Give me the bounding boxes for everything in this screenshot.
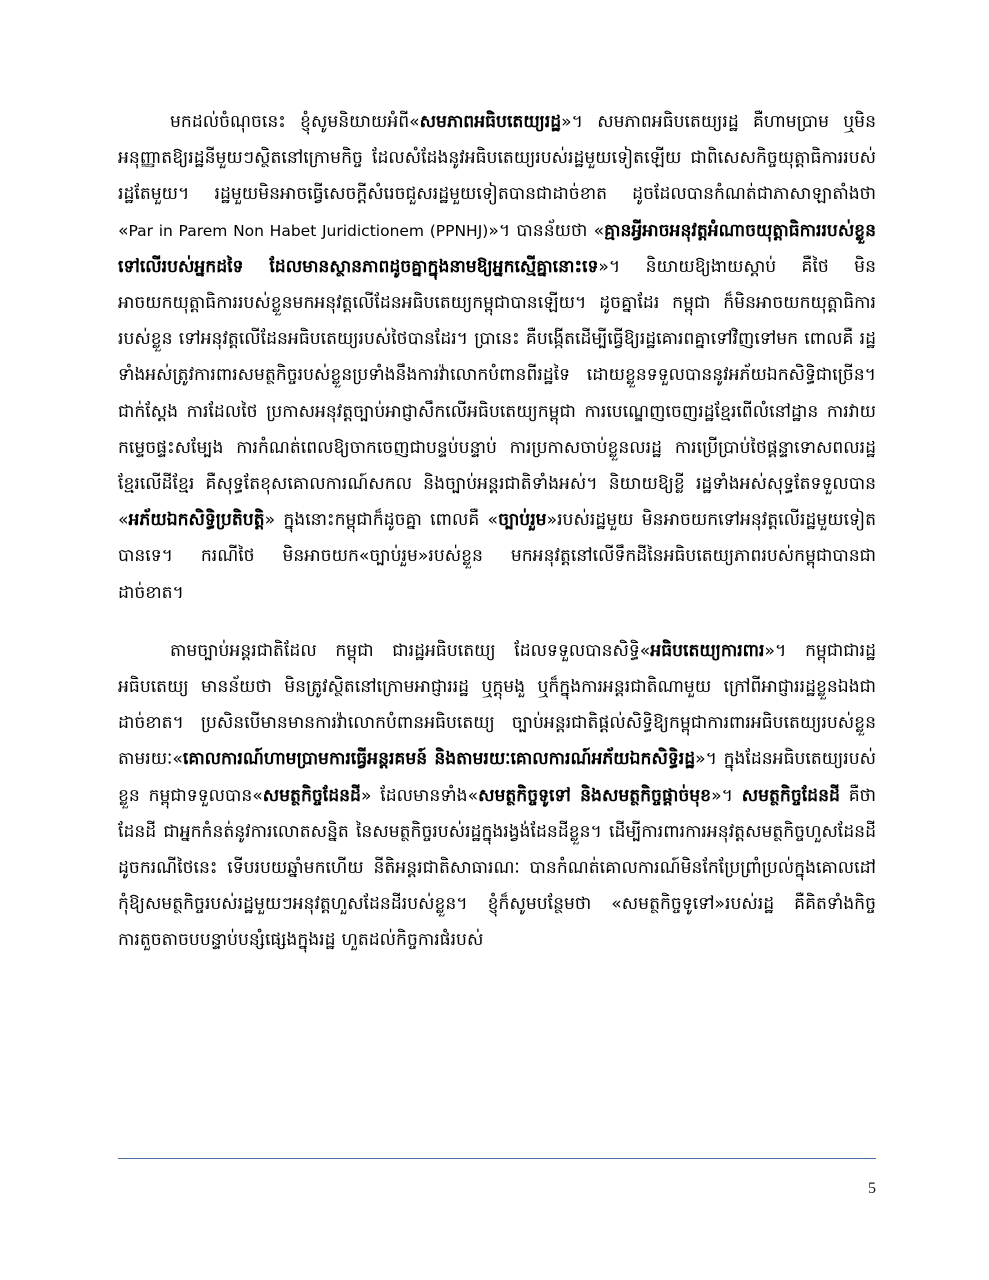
emphasized-text-run: សមភាពអធិបតេយ្យរដ្ឋ	[419, 112, 562, 132]
text-run: » ក្នុងនោះកម្ពុជាក៏ដូចគ្នា ពោលគឺ «	[264, 510, 499, 531]
footer-divider	[118, 1158, 876, 1159]
text-run: តាមច្បាប់អន្តរជាតិដែល កម្ពុជា ជារដ្ឋអធិបតេយ្យ ដែលទទួលបានសិទ្ធិ«	[170, 640, 651, 661]
text-run: »។ ក្នុងដែនអធិបតេយ្យរបស់ខ្លួន កម្ពុជាទទួលបាន«	[118, 749, 876, 806]
page-number: 5	[868, 1180, 876, 1197]
emphasized-text-run: សមត្ថកិច្ចដែនដី	[741, 785, 840, 806]
text-run: មកដល់ចំណុចនេះ ខ្ញុំសូមនិយាយអំពី«	[170, 112, 420, 132]
emphasized-text-run: អធិបតេយ្យការពារ	[650, 640, 765, 661]
text-run: »។ សមភាពអធិបតេយ្យរដ្ឋ គឺហាមប្រាម ឬមិនអនុញ្ញាតឱ្យរដ្ឋនីមួយៗស្ថិតនៅក្រោមកិច្ច ដែលសំដែងនូវអធិបតេយ្យរបស់រដ្ឋមួយទៀតឡើយ ជាពិសេសកិច្ចយុត្តាធិការរបស់រដ្ឋតែមួយ។ រដ្ឋមួយមិនអាចធ្វើសេចក្តីសំរេចជួសរដ្ឋមួយទៀតបានជាដាច់ខាត ដូចដែលបានកំណត់ជាភាសាឡាតាំងថា «	[118, 112, 876, 241]
text-run: Par in Parem Non Habet Juridictionem (PPNHJ)	[128, 221, 489, 240]
text-run: »។ បានន័យថា «	[488, 220, 605, 241]
emphasized-text-run: គោលការណ៍ហាមប្រាមការធ្វើអន្តរគមន៍ និងតាមរយៈគោលការណ៍អភ័យឯកសិទ្ធិរដ្ឋ	[182, 749, 696, 770]
emphasized-text-run: អភ័យឯកសិទ្ធិប្រតិបត្តិ	[128, 510, 265, 531]
text-run: »របស់រដ្ឋមួយ មិនអាចយកទៅអនុវត្តលើរដ្ឋមួយទៀតបានទេ។ ករណីថៃ មិនអាចយក«ច្បាប់រួម»របស់ខ្លួន មកអនុវត្តនៅលើទឹកដីនៃអធិបតេយ្យភាពរបស់កម្ពុជាបានជាដាច់ខាត។	[118, 510, 876, 603]
text-run: » ដែលមានទាំង«	[360, 785, 479, 806]
paragraph-2	[118, 633, 876, 959]
text-run: »។ កម្ពុជាជារដ្ឋអធិបតេយ្យ មានន័យថា មិនត្រូវស្ថិតនៅក្រោមអាជ្ញាររដ្ឋ ឬក្តុមងួ ឬក៏ក្នុងការអន្តរជាតិណាមួយ ក្រៅពីអាជ្ញាររដ្ឋខ្លួនឯងជាដាច់ខាត។ ប្រសិនបើមានមានការវ៉ាលោកបំពានអធិបតេយ្យ ច្បាប់អន្តរជាតិផ្តល់សិទ្ធិឱ្យកម្ពុជាការពារអធិបតេយ្យរបស់ខ្លួន តាមរយៈ«	[118, 640, 876, 770]
text-run: »។	[711, 785, 742, 806]
emphasized-text-run: គ្មានអ្វីអាចអនុវត្តអំណាចយុត្តាធិការរបស់ខ្លួន ទៅលើរបស់អ្នកដទៃ ដែលមានស្ថានភាពដូចគ្នាក្នុងនាមឱ្យអ្នកស្មើគ្នានោះទេ	[118, 220, 877, 277]
emphasized-text-run: សមត្ថកិច្ចដែនដី	[262, 785, 361, 806]
emphasized-text-run: ច្បាប់រួម	[498, 510, 547, 531]
document-body	[118, 104, 876, 959]
paragraph-1	[118, 104, 876, 611]
text-run: គឺថា ដែនដី ជាអ្នកកំនត់នូវការលោតសន្និត នៃសមត្ថកិច្ចរបស់រដ្ឋក្នុងរង្វង់ដែនដីខ្លួន។ ដើម្បីការពារការអនុវត្តសមត្ថកិច្ចហួសដែនដី ដូចករណីថៃនេះ ទើបរបយឆ្នាំមកហើយ នីតិអន្តរជាតិសាធារណៈ បានកំណត់គោលការណ៍មិនកែប្រែព្រាំប្រល់ក្នុងគោលដៅកុំឱ្យសមត្ថកិច្ចរបស់រដ្ឋមួយៗអនុវត្តហួសដែនដីរបស់ខ្លួន។ ខ្ញុំក៏សូមបន្ថែមថា «សមត្ថកិច្ចទូទៅ»របស់រដ្ឋ គឺគិតទាំងកិច្ចការតួចតាចបបន្ទាប់បន្សំផ្សេងក្នុងរដ្ឋ ហួតដល់កិច្ចការផំរបស់	[118, 785, 876, 951]
text-run: »។ និយាយឱ្យងាយស្តាប់ គឺថៃ មិនអាចយកយុត្តាធិការរបស់ខ្លួនមកអនុវត្តលើដែនអធិបតេយ្យកម្ពុជាបានឡើយ។ ដូចគ្នាដែរ កម្ពុជា ក៏មិនអាចយកយុត្តាធិការរបស់ខ្លួន ទៅអនុវត្តលើដែនអធិបតេយ្យរបស់ថៃបានដែរ។ ប្រានេះ គឺបង្កើតដើម្បីធ្វើឱ្យរដ្ឋគោរពគ្នាទៅវិញទៅមក ពោលគឺ រដ្ឋទាំងអស់ត្រូវការពារសមត្ថកិច្ចរបស់ខ្លួនប្រទាំងនឹងការវ៉ាលោកបំពានពីរដ្ឋទៃ ដោយខ្លួនទទួលបាននូវអភ័យឯកសិទ្ធិជាច្រើន។ ជាក់ស្តែង ការដែលថៃ ប្រកាសអនុវត្តច្បាប់អាជ្ញាសឹកលើអធិបតេយ្យកម្ពុជា ការបេណ្ឌេញចេញរដ្ឋខ្មែរពើលំនៅដ្ឋាន ការវាយកម្ទេចផ្ទះសម្បែង ការកំណត់ពេលឱ្យចាកចេញជាបន្ទប់បន្ទាប់ ការប្រកាសចាប់ខ្លួនលរដ្ឋ ការប្រើប្រាប់ថៃផ្តន្ទាទោសពលរដ្ឋខ្មែរលើដីខ្មែរ គឺសុទ្ធតែខុសគោលការណ៍សកល និងច្បាប់អន្តរជាតិទាំងអស់។ និយាយឱ្យខ្លី រដ្ឋទាំងអស់សុទ្ធតែទទួលបាន «	[118, 256, 876, 531]
emphasized-text-run: សមត្ថកិច្ចទូទៅ និងសមត្ថកិច្ចផ្តាច់មុខ	[478, 785, 712, 806]
